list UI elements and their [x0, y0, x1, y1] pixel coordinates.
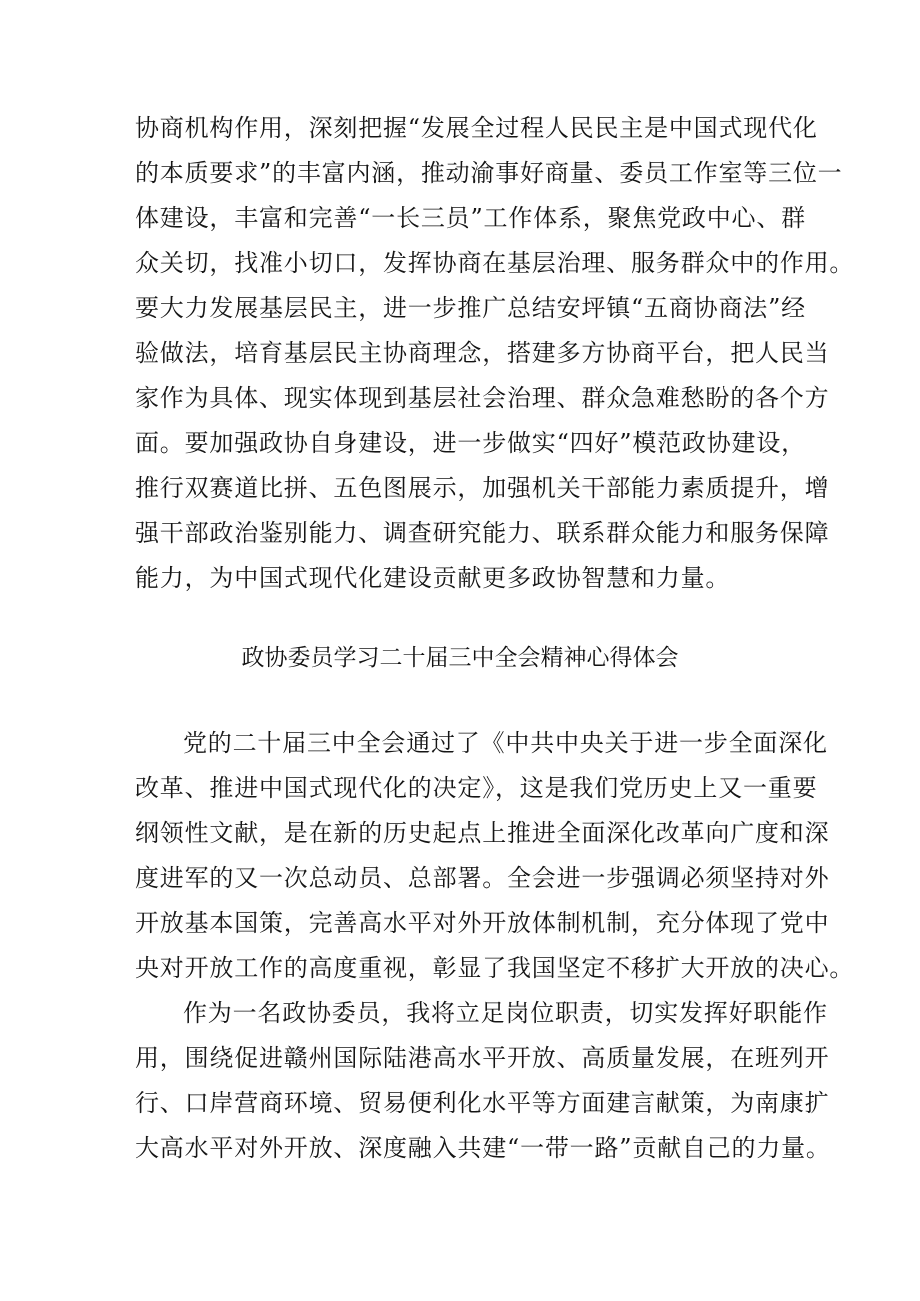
body-text-line: 推行双赛道比拼、五色图展示，加强机关干部能力素质提升，增 [135, 474, 830, 502]
body-text-line: 能力，为中国式现代化建设贡献更多政协智慧和力量。 [135, 564, 731, 592]
body-text-line: 的本质要求”的丰富内涵，推动渝事好商量、委员工作室等三位一 [135, 159, 843, 187]
body-text-line: 验做法，培育基层民主协商理念，搭建多方协商平台，把人民当 [135, 339, 830, 367]
body-text-line: 央对开放工作的高度重视，彰显了我国坚定不移扩大开放的决心。 [135, 954, 855, 982]
body-text-line: 党的二十届三中全会通过了《中共中央关于进一步全面深化 [183, 729, 828, 757]
body-text-line: 度进军的又一次总动员、总部署。全会进一步强调必须坚持对外 [135, 864, 830, 892]
body-text-line: 强干部政治鉴别能力、调查研究能力、联系群众能力和服务保障 [135, 519, 830, 547]
body-text-line: 行、口岸营商环境、贸易便利化水平等方面建言献策，为南康扩 [135, 1089, 830, 1117]
section-title: 政协委员学习二十届三中全会精神心得体会 [241, 645, 679, 671]
body-text-line: 面。要加强政协自身建设，进一步做实“四好”模范政协建设， [135, 429, 806, 457]
body-text-line: 众关切，找准小切口，发挥协商在基层治理、服务群众中的作用。 [135, 249, 855, 277]
body-text-line: 大高水平对外开放、深度融入共建“一带一路”贡献自己的力量。 [135, 1134, 831, 1162]
body-text-line: 纲领性文献，是在新的历史起点上推进全面深化改革向广度和深 [135, 819, 830, 847]
body-text-line: 要大力发展基层民主，进一步推广总结安坪镇“五商协商法”经 [135, 294, 806, 322]
body-text-line: 改革、推进中国式现代化的决定》，这是我们党历史上又一重要 [135, 774, 818, 802]
body-text-line: 用，围绕促进赣州国际陆港高水平开放、高质量发展，在班列开 [135, 1044, 830, 1072]
body-text-line: 协商机构作用，深刻把握“发展全过程人民民主是中国式现代化 [135, 114, 818, 142]
body-text-line: 作为一名政协委员，我将立足岗位职责，切实发挥好职能作 [183, 999, 828, 1027]
body-text-line: 体建设，丰富和完善“一长三员”工作体系，聚焦党政中心、群 [135, 204, 806, 232]
body-text-line: 开放基本国策，完善高水平对外开放体制机制，充分体现了党中 [135, 909, 830, 937]
body-text-line: 家作为具体、现实体现到基层社会治理、群众急难愁盼的各个方 [135, 384, 830, 412]
